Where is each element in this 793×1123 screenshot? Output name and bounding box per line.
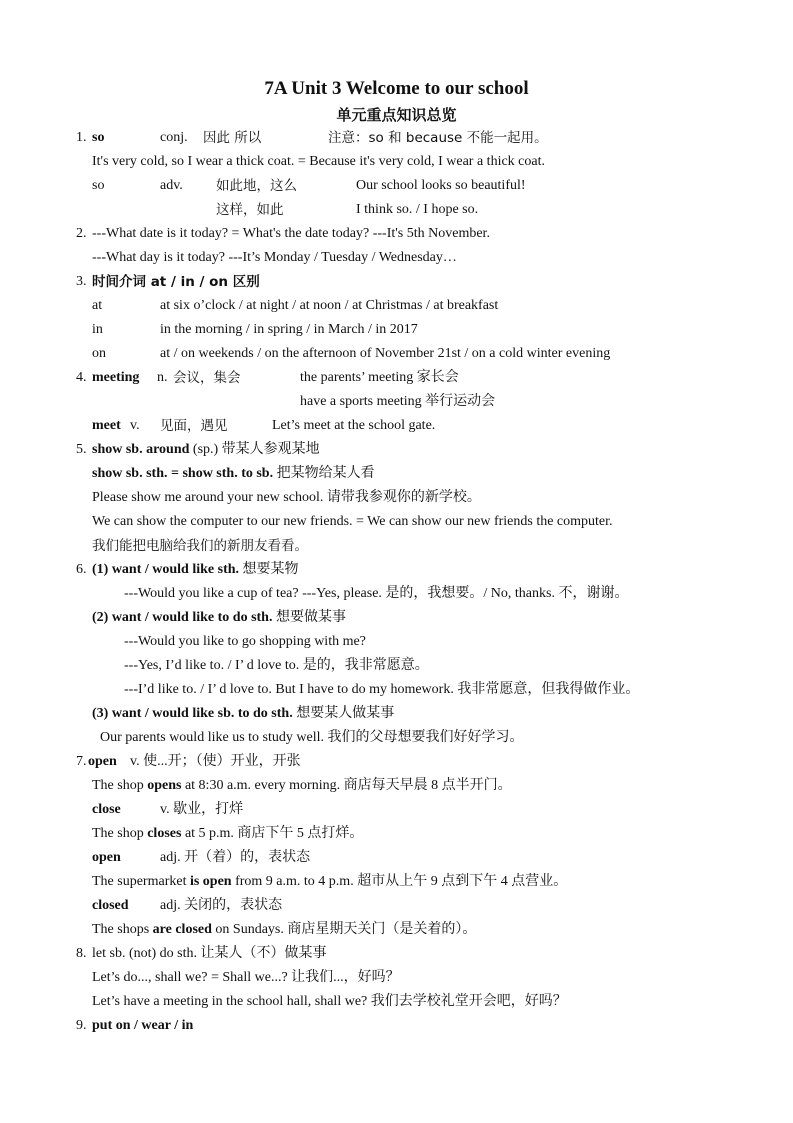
section-1-example: It's very cold, so I wear a thick coat. = Because it's very cold, I wear a thick coat. — [92, 154, 545, 169]
section-5-phrase1: show sb. around — [92, 442, 190, 457]
section-4-example2: have a sports meeting 举行运动会 — [300, 394, 496, 409]
section-6-dialogue3: ---Yes, I’d like to. / I’ d love to. 是的，我非常愿意。 — [124, 658, 429, 673]
example-keyword: closes — [147, 826, 182, 841]
example-text: at 8:30 a.m. every morning. 商店每天早晨 8 点半开门。 — [181, 778, 512, 793]
page-title: 7A Unit 3 Welcome to our school — [264, 78, 529, 99]
example-text: The shops — [92, 922, 153, 937]
section-7-def-closed: adj. 关闭的，表状态 — [160, 898, 283, 913]
section-1-word: so — [92, 130, 105, 145]
example-text: The shop — [92, 826, 148, 841]
section-4-meaning: 会议，集会 — [173, 370, 241, 386]
section-8-example1: Let’s do..., shall we? = Shall we...? 让我们...，好吗？ — [92, 970, 400, 985]
section-1-word2: so — [92, 178, 105, 193]
section-7-word-open-verb: open — [88, 754, 117, 769]
section-6-dialogue2: ---Would you like to go shopping with me? — [124, 634, 366, 649]
section-4-pos: n. — [157, 370, 168, 385]
section-1-note: 注意：so 和 because 不能一起用。 — [328, 130, 548, 146]
section-3-heading: 时间介词 at / in / on 区别 — [92, 274, 260, 290]
section-9-heading: put on / wear / in — [92, 1018, 194, 1033]
section-4-example3: Let’s meet at the school gate. — [272, 418, 436, 433]
section-5-number: 5. — [76, 442, 87, 457]
section-5-example2-cn: 我们能把电脑给我们的新朋友看看。 — [92, 538, 308, 554]
section-3-number: 3. — [76, 274, 87, 289]
section-7-def-open-verb: v. 使...开；（使）开业，开张 — [130, 754, 301, 769]
section-5-example2: We can show the computer to our new friends. = We can show our new friends the computer. — [92, 514, 613, 529]
section-3-prep-at: at — [92, 298, 103, 313]
section-4-pos2: v. — [130, 418, 140, 433]
section-7-number: 7. — [76, 754, 87, 769]
section-2-line1: ---What date is it today? = What's the date today? ---It's 5th November. — [92, 226, 490, 241]
section-4-word: meeting — [92, 370, 140, 385]
section-6-dialogue5: Our parents would like us to study well. 我们的父母想要我们好好学习。 — [100, 730, 524, 745]
section-4-meaning2: 见面，遇见 — [160, 418, 228, 434]
example-text: The shop — [92, 778, 148, 793]
section-6-h2-cn: 想要做某事 — [272, 610, 346, 625]
section-1-pos: conj. — [160, 130, 188, 145]
section-1-meaning: 因此 所以 — [203, 130, 262, 146]
section-6-dialogue4: ---I’d like to. / I’ d love to. But I have to do my homework. 我非常愿意，但我得做作业。 — [124, 682, 640, 697]
section-3-prep-in: in — [92, 322, 103, 337]
section-3-text-at: at six o’clock / at night / at noon / at Christmas / at breakfast — [160, 298, 499, 313]
section-3-text-on: at / on weekends / on the afternoon of November 21st / on a cold winter evening — [160, 346, 611, 361]
section-6-h1: (1) want / would like sth. — [92, 562, 240, 577]
section-7-example-is-open — [92, 873, 567, 891]
section-2-line2: ---What day is it today? ---It’s Monday / Tuesday / Wednesday… — [92, 250, 457, 265]
section-1-example2b: I think so. / I hope so. — [356, 202, 479, 217]
example-keyword: is open — [189, 874, 232, 889]
section-3-prep-on: on — [92, 346, 106, 361]
section-6-h2: (2) want / would like to do sth. — [92, 610, 273, 625]
section-6-h3-cn: 想要某人做某事 — [292, 706, 395, 721]
section-7-word-open-adj: open — [92, 850, 121, 865]
section-6-h1-line — [92, 561, 299, 579]
example-text: at 5 p.m. 商店下午 5 点打烊。 — [181, 826, 364, 841]
section-7-def-close: v. 歇业，打烊 — [160, 802, 244, 817]
section-5-phrase2-line — [92, 465, 375, 483]
section-1-meaning2a: 如此地，这么 — [216, 178, 297, 194]
section-7-word-close: close — [92, 802, 121, 817]
example-keyword: opens — [147, 778, 182, 793]
section-4-word2: meet — [92, 418, 121, 433]
section-6-h2-line — [92, 609, 346, 627]
example-text: from 9 a.m. to 4 p.m. 超市从上午 9 点到下午 4 点营业。 — [231, 874, 568, 889]
section-9-number: 9. — [76, 1018, 87, 1033]
page-subtitle: 单元重点知识总览 — [336, 106, 457, 124]
section-1-meaning2b: 这样，如此 — [216, 202, 284, 218]
section-8-heading: let sb. (not) do sth. 让某人（不）做某事 — [92, 946, 327, 961]
section-7-word-closed: closed — [92, 898, 129, 913]
section-7-example-closes — [92, 825, 363, 843]
example-text: on Sundays. 商店星期天关门（是关着的）。 — [211, 922, 477, 937]
section-5-phrase2: show sb. sth. = show sth. to sb. — [92, 466, 274, 481]
section-4-example1: the parents’ meeting 家长会 — [300, 370, 459, 385]
section-6-h3-line — [92, 705, 394, 723]
example-keyword: are closed — [152, 922, 212, 937]
section-7-def-open-adj: adj. 开（着）的，表状态 — [160, 850, 311, 865]
example-text: The supermarket — [92, 874, 190, 889]
section-6-h1-cn: 想要某物 — [239, 562, 299, 577]
section-3-text-in: in the morning / in spring / in March / in 2017 — [160, 322, 418, 337]
section-4-number: 4. — [76, 370, 87, 385]
section-1-pos2: adv. — [160, 178, 183, 193]
section-5-phrase2-tail: 把某物给某人看 — [273, 466, 375, 481]
section-7-example-opens — [92, 777, 512, 795]
section-5-example1: Please show me around your new school. 请带我参观你的新学校。 — [92, 490, 481, 505]
section-8-example2: Let’s have a meeting in the school hall, shall we? 我们去学校礼堂开会吧，好吗？ — [92, 994, 567, 1009]
section-8-number: 8. — [76, 946, 87, 961]
section-7-example-are-closed — [92, 921, 476, 939]
section-1-number: 1. — [76, 130, 87, 145]
section-1-example2a: Our school looks so beautiful! — [356, 178, 526, 193]
section-6-h3: (3) want / would like sb. to do sth. — [92, 706, 293, 721]
section-6-number: 6. — [76, 562, 87, 577]
section-2-number: 2. — [76, 226, 87, 241]
section-5-phrase1-line — [92, 441, 320, 459]
section-6-dialogue1: ---Would you like a cup of tea? ---Yes, please. 是的，我想要。/ No, thanks. 不，谢谢。 — [124, 586, 629, 601]
section-5-phrase1-tail: (sp.) 带某人参观某地 — [189, 442, 320, 457]
